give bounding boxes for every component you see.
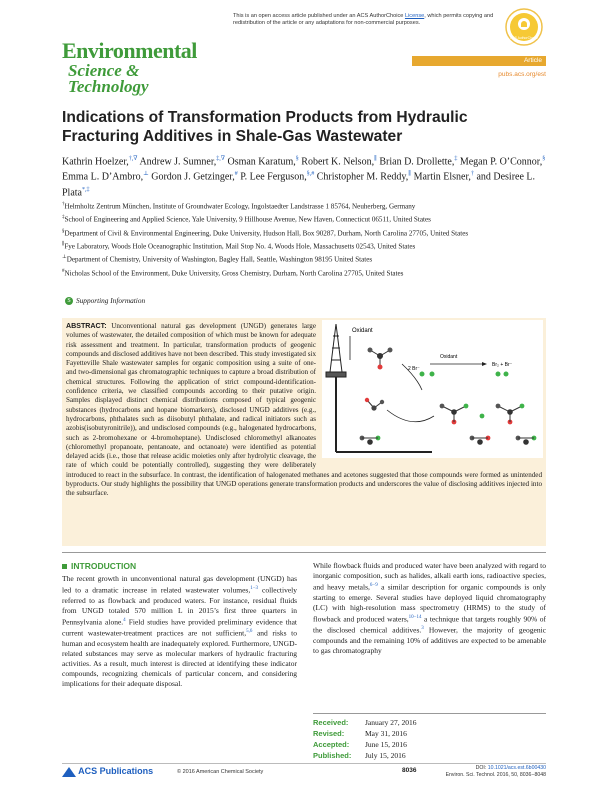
author-name: Gordon J. Getzinger, [151, 171, 235, 183]
author-affiliation-mark: § [295, 156, 299, 162]
footer-divider [62, 763, 546, 764]
paragraph-text: The recent growth in unconventional natural gas development (UNGD) has led to a dramatic increase in related wastewater volumes, [62, 574, 297, 595]
acs-triangle-icon [62, 767, 76, 777]
supporting-info-icon: S [65, 297, 73, 305]
author-affiliation-mark: ∥ [374, 156, 377, 162]
author-name: and Desiree L. Plata [62, 171, 536, 198]
affiliation-text: Nicholas School of the Environment, Duke University, Gross Chemistry, Durham, North Carolina 27705, United States [64, 269, 404, 278]
supporting-information-link[interactable]: S Supporting Information [65, 296, 145, 305]
author-affiliation-mark: ‡ [454, 156, 458, 162]
affiliation-mark: § [62, 228, 65, 234]
author-affiliation-mark: *,‡ [82, 186, 90, 193]
svg-text:2 Br⁻: 2 Br⁻ [408, 366, 420, 372]
affiliation-mark: ⊥ [62, 255, 67, 261]
date-label: Revised: [313, 729, 345, 738]
doi-block: DOI: 10.1021/acs.est.6b00430 Environ. Sci. Technol. 2016, 50, 8036−8048 [445, 765, 546, 778]
page-number: 8036 [402, 767, 417, 774]
paragraph-text: While flowback fluids and produced water have been analyzed with regard to inorganic composition, such as halides, alkali earth ions, radioactive species, and heavy metals, [313, 561, 546, 592]
author-name: Osman Karatum, [227, 156, 296, 168]
date-row [313, 739, 546, 750]
affiliation-mark: ∥ [62, 242, 65, 248]
paragraph-text: collectively referred to as flowback and produced waters. For instance, residual fluids from UNGD totaled 570 million L in 2015’s first three quarters in Pennsylvania alone. [62, 585, 297, 626]
open-access-notice: This is an open access article published under an ACS AuthorChoice License, which permits copying and redistribution of the article or any adaptations for non-commercial purposes. [233, 13, 494, 26]
author-name: Megan P. O’Connor, [459, 156, 543, 168]
paragraph-text: Field studies have provided preliminary evidence that current wastewater-treatment practices are not sufficient, [62, 617, 297, 638]
svg-text:Oxidant: Oxidant [440, 354, 458, 360]
citation-ref: 6−9 [369, 583, 378, 588]
journal-logo: Environmental Science & Technology [62, 38, 197, 96]
author-affiliation-mark: ‡,∇ [216, 156, 225, 162]
citation-ref: 10−14 [408, 614, 422, 620]
author-name: Brian D. Drollette, [379, 156, 455, 168]
affiliation-item [62, 266, 547, 279]
affiliation-item [62, 239, 547, 252]
author-affiliation-mark: §,# [306, 171, 315, 178]
paragraph-text: and risks to human and ecosystem health are inadequately explored. Furthermore, UNGD-related substances may serve as molecular markers of hydraulic fracturing activities. As a result, much interest is directed at identifying these indicator compounds, recognizing chemicals of particular concern, and considering implications for their adequate disposal. [62, 628, 297, 688]
citation-ref: 1−3 [250, 586, 259, 591]
date-row [313, 717, 546, 728]
paragraph-text: However, the majority of geogenic compounds and the remaining 10% of additives are expected to be amenable to gas chromatography [313, 625, 546, 655]
author-affiliation-mark: ⊥ [143, 171, 149, 178]
date-value: May 31, 2016 [365, 729, 407, 738]
author-name: Robert K. Nelson, [301, 156, 375, 168]
affiliation-item [62, 212, 547, 225]
citation-ref: 5,6 [246, 629, 253, 634]
acs-authorchoice-badge [505, 8, 543, 46]
date-label: Received: [313, 718, 349, 727]
affiliation-item [62, 252, 547, 265]
affiliation-mark: † [62, 202, 65, 207]
section-marker-icon [62, 564, 67, 569]
affiliation-mark: # [62, 268, 65, 274]
date-value: June 15, 2016 [365, 740, 407, 749]
date-row [313, 728, 546, 739]
publication-dates [313, 713, 546, 761]
date-label: Published: [313, 751, 352, 760]
svg-text:Oxidant: Oxidant [352, 328, 373, 334]
svg-text:Br₂ + Br⁻: Br₂ + Br⁻ [492, 362, 513, 368]
citation-ref: 4 [123, 617, 126, 623]
author-name: P. Lee Ferguson, [240, 171, 307, 183]
date-value: July 15, 2016 [365, 751, 406, 760]
affiliation-text: Helmholtz Zentrum München, Institute of Groundwater Ecology, Ingolstaedter Landstrasse 1 85764, Neuherberg, Germany [64, 202, 416, 211]
author-affiliation-mark: # [234, 171, 238, 178]
affiliation-text: Department of Chemistry, University of Washington, Bagley Hall, Seattle, Washington 98195 United States [66, 255, 373, 264]
intro-left-column [62, 574, 297, 689]
article-type-bar: Article [412, 56, 546, 66]
toc-wrap-spacer [316, 322, 542, 462]
introduction-heading: INTRODUCTION [62, 561, 136, 571]
copyright: © 2016 American Chemical Society [177, 769, 264, 775]
author-list [62, 153, 547, 199]
author-name: Andrew J. Sumner, [139, 156, 217, 168]
author-name: Emma L. D’Ambro, [62, 171, 144, 183]
affiliation-item [62, 226, 547, 239]
citation-ref: 3 [421, 626, 424, 631]
date-row [313, 750, 546, 761]
affiliation-list [62, 199, 547, 279]
affiliation-text: School of Engineering and Applied Science, Yale University, 9 Hillhouse Avenue, New Haven, Connecticut 06511, United States [64, 215, 431, 224]
doi-link[interactable]: 10.1021/acs.est.6b00430 [487, 765, 546, 771]
affiliation-mark: ‡ [62, 215, 65, 221]
journal-url[interactable]: pubs.acs.org/est [498, 71, 546, 78]
author-name: Christopher M. Reddy, [316, 171, 409, 183]
abstract-text: ABSTRACT: Unconventional natural gas development (UNGD) generates large volumes of wastewater, the detailed composition of which must be known for adequate risk assessment and treatment. In particular, transformation products of geogenic compounds and disclosed additives have not been described. This study investigated six Fayetteville Shale wastewater samples for organic composition using a suite of one- and two-dimensional gas chromatographic techniques to capture a broad distribution of chemical structures. Following the application of strict compound-identification-confidence criteria, we classified compounds according to their putative origin. Samples displayed distinct chemical distributions composed of typical geogenic substances (hydrocarbons and hopane biomarkers), disclosed UNGD additives (e.g., hydrocarbons, phthalates such as diisobutyl phthalate, and radical initiators such as azobis(isobutyronitrile)), and undisclosed compounds (e.g., halogenated hydrocarbons, such as 2-bromohexane or 4-bromoheptane). Undisclosed chloromethyl alkanoates (chloromethyl propanoate, pentanoate, and octanoate) were identified as potential delayed acids (i.e., those that release acidic moieties only after hydrolytic cleavage, the rate of which could be potentially controlled), suggesting they were deliberately introduced to react in the subsurface. In contrast, the identification of halogenated methanes and acetones suggested that those compounds were formed as unintended byproducts. Our study highlights the possibility that UNGD operations generate transformation products and underscores the value of disclosing additives injected into the subsurface. [66, 322, 542, 498]
author-affiliation-mark: ∥ [408, 171, 412, 178]
author-name: Martin Elsner, [413, 171, 471, 183]
acs-publications-logo: ACS Publications [62, 766, 153, 777]
author-name: Kathrin Hoelzer, [62, 156, 129, 168]
date-label: Accepted: [313, 740, 350, 749]
article-title: Indications of Transformation Products from Hydraulic Fracturing Additives in Shale-Gas Wastewater [62, 109, 468, 145]
author-affiliation-mark: †,∇ [128, 156, 138, 162]
date-value: January 27, 2016 [365, 718, 417, 727]
svg-text:ACS AuthorChoice: ACS AuthorChoice [509, 36, 539, 40]
affiliation-text: Department of Civil & Environmental Engineering, Duke University, Hudson Hall, Box 90287, Durham, North Carolina 27705, United States [64, 229, 469, 238]
license-link[interactable]: License [404, 13, 425, 19]
author-affiliation-mark: † [470, 171, 474, 178]
affiliation-item [62, 199, 547, 212]
author-affiliation-mark: § [542, 156, 546, 162]
paragraph-text: a technique that targets roughly 90% of the disclosed chemical additives. [313, 614, 546, 635]
intro-right-column [313, 561, 546, 656]
paragraph-text: a similar description for organic compounds is only starting to emerge. Several studies have deployed liquid chromatography (LC) with high-resolution mass spectrometry (HRMS) to the study of flowback and produced waters, [313, 582, 546, 623]
section-divider [62, 552, 546, 553]
affiliation-text: Fye Laboratory, Woods Hole Oceanographic Institution, Mail Stop No. 4, Woods Hole, Massachusetts 02543, United States [64, 242, 416, 251]
